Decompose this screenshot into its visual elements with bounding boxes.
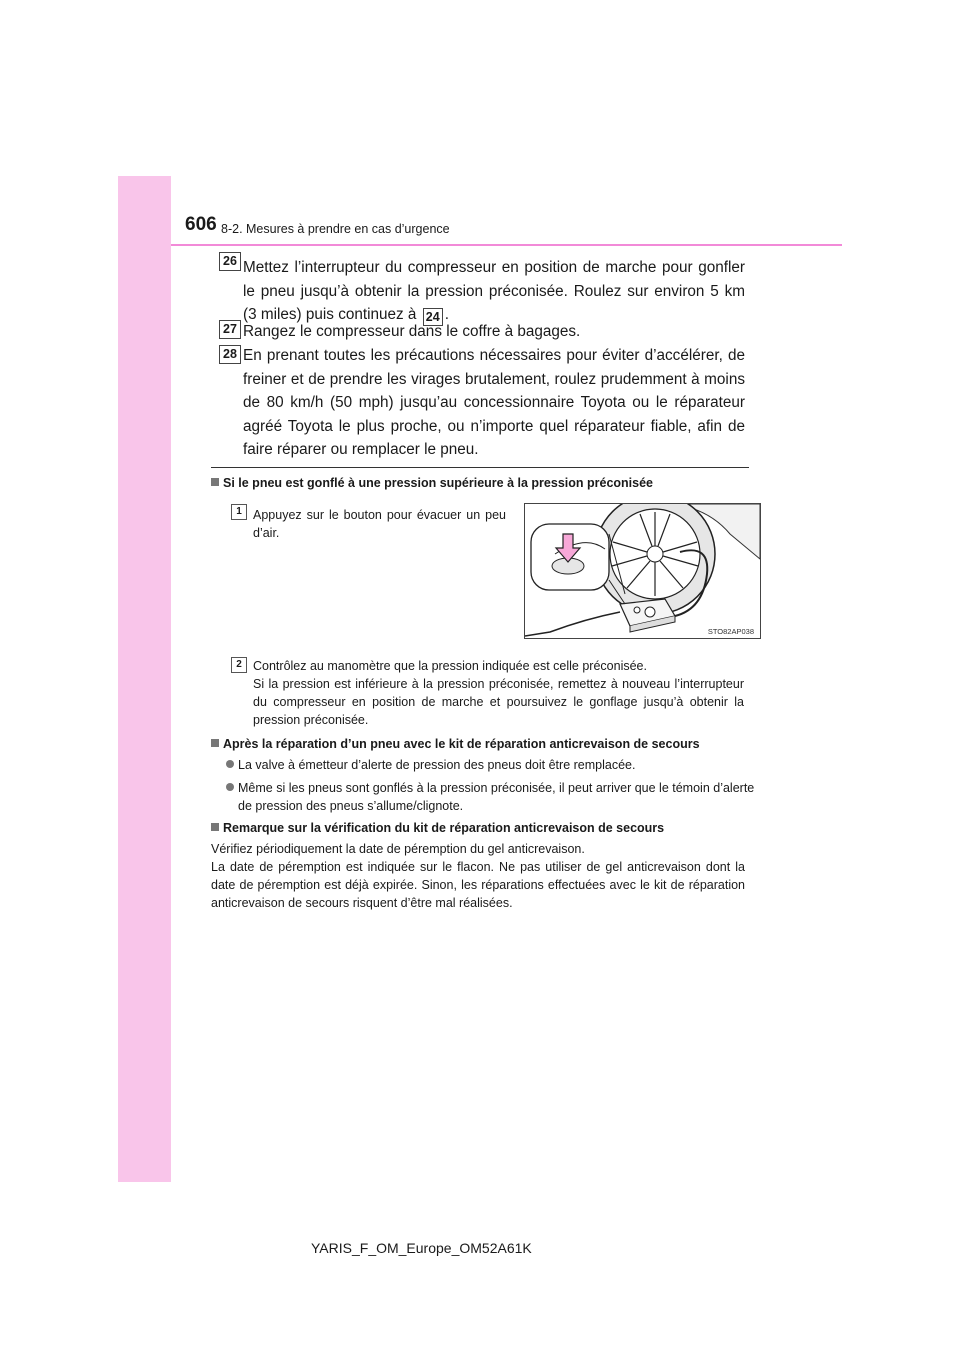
substep-2-line-2: Si la pression est inférieure à la pression préconisée, remettez à nouveau l’interrupteur du compresseur en position de marche et poursuivez le gonflage jusqu’à obtenir la pression préconisée.	[253, 677, 744, 727]
bullet-valve-text: La valve à émetteur d’alerte de pression des pneus doit être remplacée.	[238, 758, 636, 772]
note-heading-after-repair-text: Après la réparation d’un pneu avec le kit de réparation anticrevaison de secours	[223, 737, 700, 751]
page-number: 606	[185, 214, 217, 235]
step-ref-24: 24	[423, 308, 443, 326]
figure-code: STO82AP038	[707, 627, 754, 636]
kit-check-body	[211, 840, 745, 912]
substep-badge-1: 1	[231, 504, 247, 520]
chapter-sidebar-tab	[118, 176, 171, 1182]
note-heading-kit-check	[211, 821, 664, 835]
substep-1-text: Appuyez sur le bouton pour évacuer un peu d’air.	[253, 508, 506, 540]
step-badge-28: 28	[219, 345, 241, 364]
bullet-warning-light-text: Même si les pneus sont gonflés à la pression préconisée, il peut arriver que le témoin d’alerte de pression des pneus s’allume/clignote.	[238, 781, 755, 813]
tire-compressor-drawing	[525, 504, 760, 638]
substep-badge-2: 2	[231, 657, 247, 673]
note-heading-after-repair	[211, 737, 700, 751]
kit-check-line-2: La date de péremption est indiquée sur le flacon. Ne pas utiliser de gel anticrevaison dont la date de péremption est déjà expirée. Sinon, les réparations effectuées avec le kit de réparation anticrevaison de secours risquent d’être mal réalisées.	[211, 860, 745, 910]
substep-2-line-1: Contrôlez au manomètre que la pression indiquée est celle préconisée.	[253, 659, 647, 673]
footer-document-code: YARIS_F_OM_Europe_OM52A61K	[311, 1240, 532, 1256]
square-bullet-icon	[211, 739, 219, 747]
substep-2-text	[253, 657, 744, 729]
step-26-text-end: .	[444, 306, 449, 323]
step-27-text: Rangez le compresseur dans le coffre à bagages.	[243, 323, 581, 340]
bullet-warning-light	[226, 779, 760, 815]
section-divider	[211, 467, 749, 468]
step-26-text	[243, 256, 745, 327]
step-26-text-main: Mettez l’interrupteur du compresseur en position de marche pour gonfler le pneu jusqu’à obtenir la pression préconisée. Roulez sur environ 5 km (3 miles) puis continuez à	[243, 259, 745, 323]
round-bullet-icon	[226, 760, 234, 768]
note-heading-kit-check-text: Remarque sur la vérification du kit de réparation anticrevaison de secours	[223, 821, 665, 835]
square-bullet-icon	[211, 478, 219, 486]
square-bullet-icon	[211, 823, 219, 831]
bullet-valve	[226, 756, 748, 774]
round-bullet-icon	[226, 783, 234, 791]
compressor-tire-illustration	[524, 503, 761, 639]
step-28-text: En prenant toutes les précautions nécessaires pour éviter d’accélérer, de freiner et de prendre les virages brutalement, roulez prudemment à moins de 80 km/h (50 mph) jusqu’au concessionnaire Toyota ou le réparateur agréé Toyota le plus proche, ou n’importe quel réparateur fiable, afin de faire réparer ou remplacer le pneu.	[243, 347, 745, 458]
step-badge-27: 27	[219, 320, 241, 339]
note-heading-overinflated-text: Si le pneu est gonflé à une pression supérieure à la pression préconisée	[223, 476, 653, 490]
header-rule	[171, 244, 842, 246]
section-title: 8-2. Mesures à prendre en cas d’urgence	[221, 222, 450, 236]
step-badge-26: 26	[219, 252, 241, 271]
kit-check-line-1: Vérifiez périodiquement la date de péremption du gel anticrevaison.	[211, 842, 585, 856]
note-heading-overinflated	[211, 476, 653, 490]
